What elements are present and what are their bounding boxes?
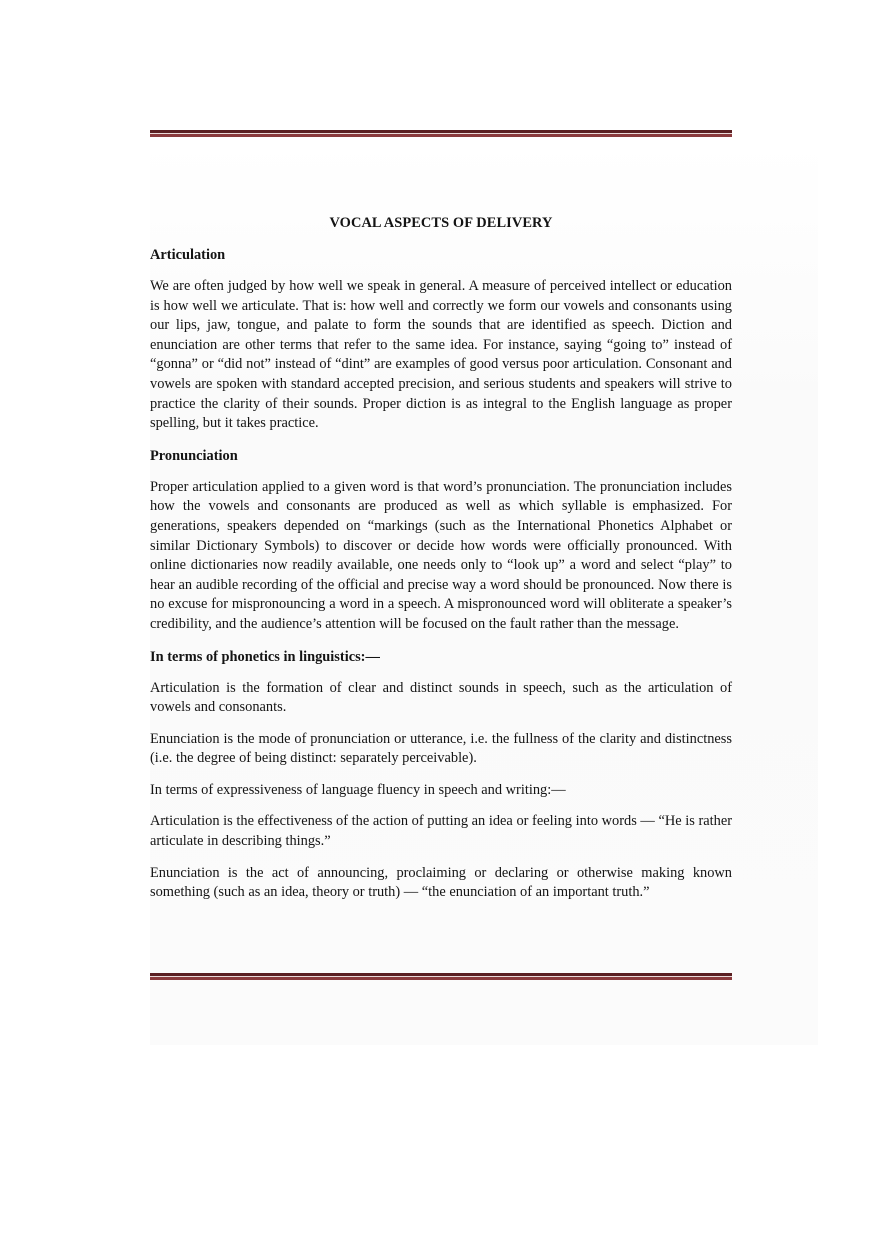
paragraph: Enunciation is the act of announcing, proclaiming or declaring or otherwise making known something (such as an idea, theory or truth) — “the enunciation of an important truth.”: [150, 864, 732, 901]
section-heading-phonetics: In terms of phonetics in linguistics:—: [150, 648, 380, 665]
section-heading-articulation: Articulation: [150, 247, 226, 263]
header-rule: [150, 130, 732, 137]
paragraph: Articulation is the effectiveness of the action of putting an idea or feeling into words — “He is rather articulate in describing things.”: [150, 813, 732, 850]
paragraph: We are often judged by how well we speak in general. A measure of perceived intellect or education is how well we articulate. That is: how well and correctly we form our vowels and consonants using our lips, jaw, tongue, and palate to form the sounds that are identified as speech. Diction and enunciation are other terms that refer to the same idea. For instance, saying “going to” instead of “gonna” or “did not” instead of “dint” are examples of good versus poor articulation. Consonant and vowels are spoken with standard accepted precision, and serious students and speakers will strive to practice the clarity of their sounds. Proper diction is as integral to the English language as proper spelling, but it takes practice.: [150, 278, 732, 432]
paragraph: Proper articulation applied to a given word is that word’s pronunciation. The pronunciation includes how the vowels and consonants are produced as well as which syllable is emphasized. For generations, speakers depended on “markings (such as the International Phonetics Alphabet or similar Dictionary Symbols) to discover or decide how words were officially pronounced. With online dictionaries now readily available, one needs only to “look up” a word and select “play” to hear an audible recording of the official and precise way a word should be pronounced. Now there is no excuse for mispronouncing a word in a speech. A mispronounced word will obliterate a speaker’s credibility, and the audience’s attention will be focused on the fault rather than the message.: [150, 478, 732, 632]
document-body: [150, 213, 732, 915]
page-title: VOCAL ASPECTS OF DELIVERY: [329, 215, 553, 231]
paragraph: Articulation is the formation of clear and distinct sounds in speech, such as the articulation of vowels and consonants.: [150, 679, 732, 716]
section-heading-pronunciation: Pronunciation: [150, 447, 238, 464]
paragraph: In terms of expressiveness of language fluency in speech and writing:—: [150, 781, 566, 798]
footer-rule: [150, 973, 732, 980]
paragraph: Enunciation is the mode of pronunciation or utterance, i.e. the fullness of the clarity and distinctness (i.e. the degree of being distinct: separately perceivable).: [150, 730, 732, 767]
